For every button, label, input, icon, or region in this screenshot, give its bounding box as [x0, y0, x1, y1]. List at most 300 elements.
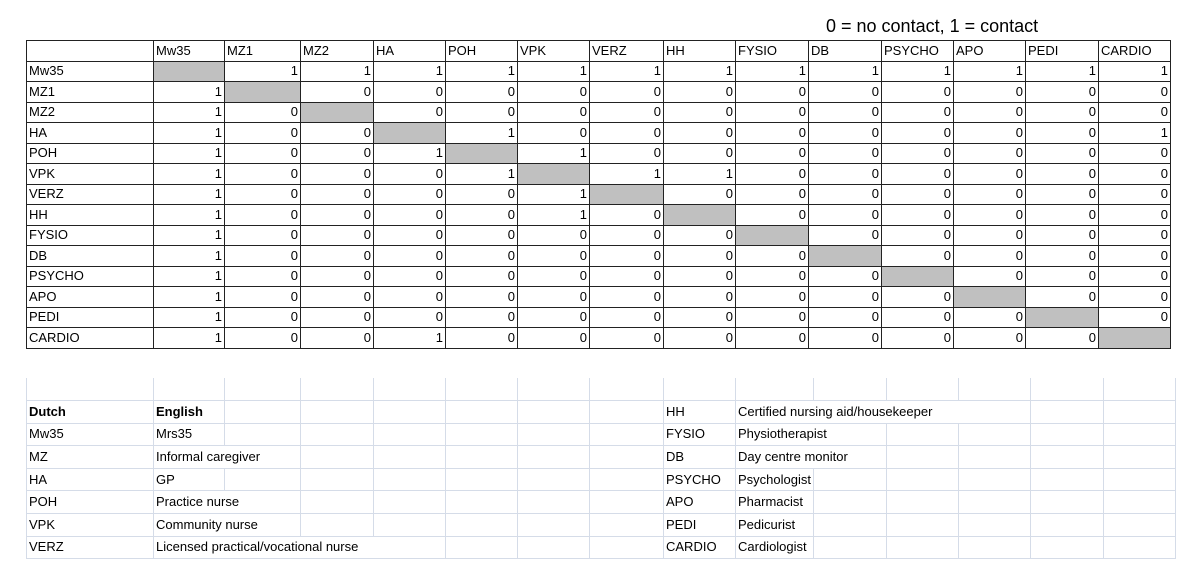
- empty-cell: [374, 401, 446, 424]
- glossary-english-term: Pedicurist: [736, 514, 814, 537]
- contact-value-cell: 0: [1026, 82, 1099, 103]
- contact-value-cell: 0: [1099, 266, 1171, 287]
- contact-value-cell: 0: [736, 123, 809, 144]
- contact-value-cell: 0: [590, 82, 664, 103]
- empty-cell: [518, 468, 590, 491]
- contact-value-cell: 1: [518, 143, 590, 164]
- column-header: PEDI: [1026, 41, 1099, 62]
- contact-value-cell: 0: [590, 205, 664, 226]
- contact-value-cell: 0: [809, 123, 882, 144]
- contact-value-cell: 0: [446, 205, 518, 226]
- contact-value-cell: 0: [809, 82, 882, 103]
- contact-value-cell: 1: [154, 123, 225, 144]
- diagonal-cell: [809, 246, 882, 267]
- contact-value-cell: 0: [1099, 102, 1171, 123]
- contact-value-cell: 0: [301, 143, 374, 164]
- contact-value-cell: 0: [446, 287, 518, 308]
- glossary-dutch-term: VPK: [27, 514, 154, 537]
- contact-value-cell: 1: [518, 184, 590, 205]
- matrix-row: [27, 266, 1171, 287]
- row-header: VPK: [27, 164, 154, 185]
- contact-matrix-table: [26, 40, 1171, 349]
- contact-value-cell: 0: [225, 184, 301, 205]
- empty-cell: [374, 514, 446, 537]
- glossary-english-term: Certified nursing aid/housekeeper: [736, 401, 1031, 424]
- contact-value-cell: 1: [154, 328, 225, 349]
- contact-value-cell: 0: [374, 307, 446, 328]
- contact-value-cell: 1: [154, 102, 225, 123]
- empty-cell: [374, 468, 446, 491]
- contact-value-cell: 0: [882, 246, 954, 267]
- empty-cell: [886, 423, 958, 446]
- glossary-row: [27, 468, 1176, 491]
- column-header: PSYCHO: [882, 41, 954, 62]
- row-header: APO: [27, 287, 154, 308]
- diagonal-cell: [590, 184, 664, 205]
- contact-value-cell: 0: [446, 307, 518, 328]
- contact-value-cell: 0: [374, 102, 446, 123]
- contact-value-cell: 0: [225, 143, 301, 164]
- contact-value-cell: 0: [882, 205, 954, 226]
- contact-value-cell: 0: [736, 287, 809, 308]
- contact-value-cell: 0: [882, 143, 954, 164]
- contact-value-cell: 0: [736, 102, 809, 123]
- row-header: MZ1: [27, 82, 154, 103]
- contact-value-cell: 0: [664, 102, 736, 123]
- contact-value-cell: 0: [664, 82, 736, 103]
- contact-value-cell: 0: [446, 246, 518, 267]
- empty-cell: [518, 514, 590, 537]
- contact-value-cell: 0: [809, 164, 882, 185]
- empty-cell: [590, 446, 664, 469]
- glossary-row: [27, 446, 1176, 469]
- matrix-row: [27, 102, 1171, 123]
- contact-value-cell: 1: [518, 61, 590, 82]
- contact-value-cell: 0: [954, 307, 1026, 328]
- empty-cell: [958, 468, 1030, 491]
- contact-value-cell: 1: [154, 164, 225, 185]
- abbreviation-glossary-table: [26, 378, 1176, 559]
- contact-value-cell: 0: [374, 184, 446, 205]
- glossary-dutch-term: FYSIO: [664, 423, 736, 446]
- contact-value-cell: 0: [736, 143, 809, 164]
- empty-cell: [1103, 514, 1175, 537]
- contact-value-cell: 0: [736, 82, 809, 103]
- empty-cell: [590, 423, 664, 446]
- contact-value-cell: 1: [154, 184, 225, 205]
- matrix-row: [27, 205, 1171, 226]
- glossary-english-term: Psychologist: [736, 468, 814, 491]
- empty-cell: [1103, 401, 1175, 424]
- contact-value-cell: 0: [882, 164, 954, 185]
- empty-cell: [225, 378, 301, 401]
- contact-value-cell: 1: [590, 164, 664, 185]
- contact-value-cell: 1: [446, 123, 518, 144]
- glossary-english-term: Licensed practical/vocational nurse: [154, 536, 446, 559]
- contact-value-cell: 0: [809, 225, 882, 246]
- contact-value-cell: 0: [882, 123, 954, 144]
- glossary-english-term: Informal caregiver: [154, 446, 301, 469]
- glossary-dutch-term: HH: [664, 401, 736, 424]
- contact-value-cell: 0: [1026, 246, 1099, 267]
- contact-value-cell: 1: [301, 61, 374, 82]
- contact-value-cell: 1: [736, 61, 809, 82]
- column-header: MZ2: [301, 41, 374, 62]
- contact-value-cell: 0: [1099, 205, 1171, 226]
- contact-value-cell: 0: [1099, 246, 1171, 267]
- diagonal-cell: [446, 143, 518, 164]
- contact-value-cell: 0: [954, 143, 1026, 164]
- glossary-row: [27, 378, 1176, 401]
- contact-value-cell: 0: [664, 123, 736, 144]
- contact-value-cell: 1: [154, 307, 225, 328]
- empty-cell: [590, 378, 664, 401]
- empty-cell: [301, 446, 374, 469]
- contact-value-cell: 0: [374, 287, 446, 308]
- empty-cell: [301, 514, 374, 537]
- empty-cell: [886, 491, 958, 514]
- diagonal-cell: [518, 164, 590, 185]
- empty-cell: [374, 446, 446, 469]
- contact-legend-title: 0 = no contact, 1 = contact: [826, 16, 1039, 36]
- empty-cell: [446, 468, 518, 491]
- contact-value-cell: 0: [664, 184, 736, 205]
- contact-value-cell: 0: [954, 123, 1026, 144]
- empty-cell: [225, 401, 301, 424]
- contact-value-cell: 0: [664, 143, 736, 164]
- empty-cell: [958, 378, 1030, 401]
- contact-value-cell: 0: [664, 287, 736, 308]
- contact-value-cell: 0: [882, 225, 954, 246]
- contact-value-cell: 1: [446, 61, 518, 82]
- contact-value-cell: 0: [1099, 287, 1171, 308]
- empty-cell: [225, 423, 301, 446]
- empty-cell: [301, 468, 374, 491]
- contact-value-cell: 1: [446, 164, 518, 185]
- empty-cell: [958, 491, 1030, 514]
- matrix-row: [27, 82, 1171, 103]
- row-header: MZ2: [27, 102, 154, 123]
- column-header: VERZ: [590, 41, 664, 62]
- empty-cell: [813, 514, 886, 537]
- contact-value-cell: 0: [809, 328, 882, 349]
- diagonal-cell: [374, 123, 446, 144]
- row-header: HH: [27, 205, 154, 226]
- empty-cell: [590, 514, 664, 537]
- row-header: PSYCHO: [27, 266, 154, 287]
- contact-value-cell: 0: [590, 307, 664, 328]
- column-header: CARDIO: [1099, 41, 1171, 62]
- contact-value-cell: 0: [590, 287, 664, 308]
- contact-value-cell: 0: [882, 82, 954, 103]
- empty-cell: [736, 378, 814, 401]
- empty-cell: [958, 446, 1030, 469]
- glossary-english-term: Cardiologist: [736, 536, 814, 559]
- contact-value-cell: 0: [954, 164, 1026, 185]
- empty-cell: [590, 491, 664, 514]
- column-header: Mw35: [154, 41, 225, 62]
- contact-value-cell: 1: [518, 205, 590, 226]
- contact-value-cell: 0: [301, 246, 374, 267]
- empty-cell: [518, 423, 590, 446]
- column-header: DB: [809, 41, 882, 62]
- contact-value-cell: 1: [1026, 61, 1099, 82]
- empty-cell: [446, 491, 518, 514]
- matrix-row: [27, 307, 1171, 328]
- contact-value-cell: 0: [1026, 225, 1099, 246]
- contact-value-cell: 0: [664, 328, 736, 349]
- empty-cell: [1103, 536, 1175, 559]
- contact-value-cell: 0: [374, 82, 446, 103]
- contact-value-cell: 0: [736, 205, 809, 226]
- glossary-dutch-term: HA: [27, 468, 154, 491]
- empty-cell: [446, 514, 518, 537]
- empty-cell: [301, 378, 374, 401]
- row-header: POH: [27, 143, 154, 164]
- empty-cell: [813, 378, 886, 401]
- contact-value-cell: 0: [518, 328, 590, 349]
- contact-value-cell: 0: [446, 82, 518, 103]
- glossary-row: [27, 491, 1176, 514]
- empty-cell: [27, 378, 154, 401]
- empty-cell: [813, 491, 886, 514]
- glossary-row: [27, 514, 1176, 537]
- contact-value-cell: 0: [374, 266, 446, 287]
- contact-value-cell: 0: [736, 266, 809, 287]
- empty-cell: [374, 491, 446, 514]
- contact-value-cell: 0: [954, 246, 1026, 267]
- empty-cell: [518, 401, 590, 424]
- empty-cell: [446, 378, 518, 401]
- contact-value-cell: 0: [225, 246, 301, 267]
- contact-value-cell: 0: [954, 82, 1026, 103]
- column-header: POH: [446, 41, 518, 62]
- diagonal-cell: [225, 82, 301, 103]
- empty-cell: [1103, 378, 1175, 401]
- contact-value-cell: 0: [809, 184, 882, 205]
- glossary-row: [27, 423, 1176, 446]
- contact-value-cell: 1: [809, 61, 882, 82]
- contact-value-cell: 0: [301, 82, 374, 103]
- contact-value-cell: 0: [301, 266, 374, 287]
- empty-cell: [374, 378, 446, 401]
- contact-value-cell: 0: [225, 225, 301, 246]
- contact-value-cell: 0: [954, 102, 1026, 123]
- matrix-header-row: [27, 41, 1171, 62]
- diagonal-cell: [154, 61, 225, 82]
- contact-value-cell: 0: [301, 123, 374, 144]
- contact-value-cell: 0: [225, 102, 301, 123]
- contact-value-cell: 0: [374, 164, 446, 185]
- contact-value-cell: 0: [1026, 164, 1099, 185]
- contact-value-cell: 0: [882, 307, 954, 328]
- contact-value-cell: 0: [590, 123, 664, 144]
- glossary-dutch-term: APO: [664, 491, 736, 514]
- contact-value-cell: 0: [518, 266, 590, 287]
- contact-value-cell: 1: [664, 164, 736, 185]
- contact-value-cell: 0: [809, 266, 882, 287]
- contact-value-cell: 0: [225, 307, 301, 328]
- matrix-row: [27, 164, 1171, 185]
- contact-value-cell: 0: [225, 123, 301, 144]
- contact-value-cell: 0: [1099, 164, 1171, 185]
- contact-value-cell: 1: [1099, 123, 1171, 144]
- empty-cell: [590, 468, 664, 491]
- matrix-row: [27, 225, 1171, 246]
- empty-cell: [446, 536, 518, 559]
- row-header: Mw35: [27, 61, 154, 82]
- contact-value-cell: 0: [225, 328, 301, 349]
- contact-value-cell: 0: [809, 143, 882, 164]
- glossary-dutch-term: POH: [27, 491, 154, 514]
- contact-value-cell: 0: [809, 307, 882, 328]
- contact-value-cell: 0: [590, 328, 664, 349]
- empty-cell: [1030, 401, 1103, 424]
- contact-value-cell: 0: [882, 328, 954, 349]
- diagonal-cell: [882, 266, 954, 287]
- contact-value-cell: 0: [1099, 307, 1171, 328]
- empty-cell: [958, 423, 1030, 446]
- contact-value-cell: 0: [809, 205, 882, 226]
- contact-value-cell: 0: [301, 307, 374, 328]
- empty-cell: [1030, 423, 1103, 446]
- glossary-row: [27, 536, 1176, 559]
- empty-cell: [886, 378, 958, 401]
- contact-value-cell: 0: [1099, 225, 1171, 246]
- contact-value-cell: 1: [374, 61, 446, 82]
- empty-cell: [301, 401, 374, 424]
- contact-value-cell: 1: [225, 61, 301, 82]
- column-header: APO: [954, 41, 1026, 62]
- empty-cell: [958, 514, 1030, 537]
- empty-cell: [886, 536, 958, 559]
- contact-value-cell: 0: [301, 184, 374, 205]
- empty-cell: [1030, 468, 1103, 491]
- empty-cell: [1030, 378, 1103, 401]
- empty-cell: [813, 468, 886, 491]
- matrix-row: [27, 143, 1171, 164]
- contact-value-cell: 0: [225, 164, 301, 185]
- contact-value-cell: 0: [446, 102, 518, 123]
- empty-cell: [664, 378, 736, 401]
- empty-cell: [1103, 423, 1175, 446]
- matrix-row: [27, 328, 1171, 349]
- contact-value-cell: 0: [518, 307, 590, 328]
- matrix-row: [27, 184, 1171, 205]
- empty-cell: [1030, 446, 1103, 469]
- contact-value-cell: 0: [225, 287, 301, 308]
- empty-cell: [301, 423, 374, 446]
- contact-value-cell: 0: [1026, 328, 1099, 349]
- contact-value-cell: 0: [518, 102, 590, 123]
- contact-value-cell: 0: [301, 328, 374, 349]
- contact-value-cell: 0: [590, 225, 664, 246]
- empty-cell: [518, 446, 590, 469]
- contact-value-cell: 1: [590, 61, 664, 82]
- empty-cell: [301, 491, 374, 514]
- contact-value-cell: 1: [154, 225, 225, 246]
- diagonal-cell: [736, 225, 809, 246]
- contact-value-cell: 0: [736, 307, 809, 328]
- contact-value-cell: 0: [446, 266, 518, 287]
- contact-value-cell: 0: [590, 143, 664, 164]
- glossary-header-english: English: [154, 401, 225, 424]
- glossary-dutch-term: PEDI: [664, 514, 736, 537]
- contact-value-cell: 0: [590, 246, 664, 267]
- empty-cell: [374, 423, 446, 446]
- diagonal-cell: [1099, 328, 1171, 349]
- empty-cell: [518, 378, 590, 401]
- glossary-dutch-term: MZ: [27, 446, 154, 469]
- matrix-row: [27, 246, 1171, 267]
- contact-value-cell: 0: [736, 328, 809, 349]
- diagonal-cell: [1026, 307, 1099, 328]
- glossary-header-dutch: Dutch: [27, 401, 154, 424]
- row-header: VERZ: [27, 184, 154, 205]
- empty-cell: [958, 536, 1030, 559]
- contact-value-cell: 0: [1026, 205, 1099, 226]
- glossary-english-term: Pharmacist: [736, 491, 814, 514]
- empty-cell: [1030, 491, 1103, 514]
- column-header: HH: [664, 41, 736, 62]
- contact-value-cell: 0: [882, 287, 954, 308]
- empty-cell: [154, 378, 225, 401]
- glossary-english-term: Mrs35: [154, 423, 225, 446]
- matrix-row: [27, 123, 1171, 144]
- empty-cell: [590, 401, 664, 424]
- empty-cell: [813, 536, 886, 559]
- contact-value-cell: 0: [446, 184, 518, 205]
- contact-value-cell: 0: [736, 184, 809, 205]
- contact-value-cell: 0: [809, 102, 882, 123]
- contact-value-cell: 0: [518, 82, 590, 103]
- contact-value-cell: 0: [446, 225, 518, 246]
- contact-value-cell: 0: [225, 266, 301, 287]
- contact-value-cell: 0: [446, 328, 518, 349]
- contact-value-cell: 1: [1099, 61, 1171, 82]
- glossary-row: [27, 401, 1176, 424]
- diagonal-cell: [301, 102, 374, 123]
- matrix-row: [27, 61, 1171, 82]
- contact-value-cell: 0: [225, 205, 301, 226]
- empty-cell: [886, 468, 958, 491]
- column-header: MZ1: [225, 41, 301, 62]
- contact-value-cell: 0: [809, 287, 882, 308]
- glossary-dutch-term: Mw35: [27, 423, 154, 446]
- contact-value-cell: 1: [882, 61, 954, 82]
- column-header: HA: [374, 41, 446, 62]
- empty-cell: [1103, 446, 1175, 469]
- empty-cell: [518, 491, 590, 514]
- empty-cell: [1030, 536, 1103, 559]
- column-header: VPK: [518, 41, 590, 62]
- contact-value-cell: 0: [590, 266, 664, 287]
- empty-cell: [446, 401, 518, 424]
- contact-value-cell: 0: [1099, 82, 1171, 103]
- contact-value-cell: 0: [736, 246, 809, 267]
- row-header: PEDI: [27, 307, 154, 328]
- contact-value-cell: 1: [154, 205, 225, 226]
- glossary-dutch-term: PSYCHO: [664, 468, 736, 491]
- contact-value-cell: 0: [518, 246, 590, 267]
- contact-value-cell: 0: [954, 328, 1026, 349]
- contact-value-cell: 0: [1026, 287, 1099, 308]
- contact-value-cell: 1: [154, 246, 225, 267]
- contact-value-cell: 1: [154, 82, 225, 103]
- contact-value-cell: 1: [954, 61, 1026, 82]
- contact-value-cell: 0: [374, 225, 446, 246]
- empty-cell: [886, 514, 958, 537]
